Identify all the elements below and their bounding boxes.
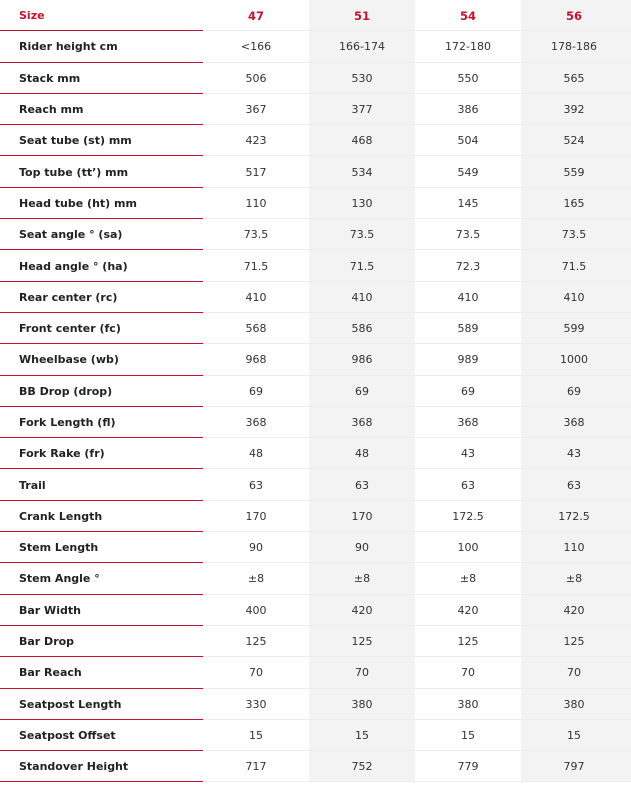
table-row: [0, 31, 631, 62]
table-cell: 63: [461, 478, 475, 492]
row-label: Fork Rake (fr): [0, 438, 203, 469]
table-cell: 178-186: [551, 40, 597, 54]
table-cell: 549: [457, 165, 479, 179]
table-header-row: [0, 0, 631, 31]
table-cell: 100: [457, 541, 479, 555]
table-cell: 589: [457, 322, 479, 336]
size-header-cell: 54: [459, 8, 476, 23]
table-row: [0, 720, 631, 751]
table-cell: ±8: [247, 572, 265, 586]
table-cell: 392: [563, 103, 585, 117]
row-label: Stem Length: [0, 532, 203, 563]
row-label: Seat angle ° (sa): [0, 219, 203, 250]
table-cell: 386: [457, 103, 479, 117]
table-row: [0, 532, 631, 563]
table-row: [0, 313, 631, 344]
table-cell: 568: [245, 322, 267, 336]
table-row: [0, 407, 631, 438]
table-cell: 15: [567, 728, 581, 742]
table-row: [0, 501, 631, 532]
table-row: [0, 250, 631, 281]
table-row: [0, 125, 631, 156]
table-row: [0, 219, 631, 250]
table-cell: 73.5: [561, 228, 587, 242]
table-cell: 70: [567, 666, 581, 680]
table-cell: 400: [245, 603, 267, 617]
row-label: Seatpost Length: [0, 689, 203, 720]
table-cell: 165: [563, 196, 585, 210]
row-label: Top tube (tt’) mm: [0, 156, 203, 187]
table-row: [0, 626, 631, 657]
table-cell: ±8: [353, 572, 371, 586]
table-cell: 410: [563, 290, 585, 304]
row-label: Head angle ° (ha): [0, 250, 203, 281]
table-row: [0, 63, 631, 94]
table-cell: 71.5: [349, 259, 375, 273]
table-cell: 330: [245, 697, 267, 711]
row-label: Crank Length: [0, 501, 203, 532]
table-cell: 410: [351, 290, 373, 304]
table-cell: 550: [457, 71, 479, 85]
table-cell: 368: [351, 416, 373, 429]
table-cell: 43: [461, 447, 475, 461]
table-cell: 717: [245, 760, 267, 774]
table-cell: 145: [457, 196, 479, 210]
table-cell: 69: [567, 384, 581, 398]
table-cell: 170: [351, 509, 373, 523]
table-cell: 420: [457, 603, 479, 617]
table-cell: 559: [563, 165, 585, 179]
table-cell: 48: [355, 447, 369, 461]
size-header-cell: 47: [247, 8, 264, 23]
row-label: Stack mm: [0, 63, 203, 94]
table-cell: 779: [457, 760, 479, 774]
table-cell: 15: [249, 728, 263, 742]
table-row: [0, 188, 631, 219]
table-row: [0, 751, 631, 782]
table-cell: 752: [351, 760, 373, 774]
table-cell: 172.5: [452, 509, 484, 523]
table-cell: 506: [245, 71, 267, 85]
table-cell: 534: [351, 165, 373, 179]
row-label: Standover Height: [0, 751, 203, 782]
table-cell: 73.5: [455, 228, 481, 242]
row-label: Rider height cm: [0, 31, 203, 62]
table-cell: 565: [563, 71, 585, 85]
table-row: [0, 94, 631, 125]
table-row: [0, 563, 631, 594]
table-cell: 420: [563, 603, 585, 617]
row-label: Wheelbase (wb): [0, 344, 203, 375]
table-cell: 48: [249, 447, 263, 461]
row-label: Seat tube (st) mm: [0, 125, 203, 156]
table-cell: 90: [249, 541, 263, 555]
table-cell: 110: [245, 196, 267, 210]
table-cell: 410: [245, 290, 267, 304]
table-row: [0, 595, 631, 626]
table-cell: 72.3: [455, 259, 481, 273]
table-cell: 504: [457, 134, 479, 148]
size-header-cell: 56: [565, 8, 582, 23]
table-cell: 70: [461, 666, 475, 680]
table-cell: ±8: [459, 572, 477, 586]
row-label: Trail: [0, 469, 203, 500]
table-row: [0, 469, 631, 500]
table-cell: 468: [351, 134, 373, 148]
table-cell: 517: [245, 165, 267, 179]
row-label: Fork Length (fl): [0, 407, 203, 438]
table-cell: 380: [457, 697, 479, 711]
row-label: Seatpost Offset: [0, 720, 203, 751]
table-cell: 125: [351, 635, 373, 649]
table-cell: 125: [245, 635, 267, 649]
table-cell: 1000: [560, 353, 588, 367]
table-cell: 368: [563, 416, 585, 429]
table-row: [0, 689, 631, 720]
table-cell: 380: [351, 697, 373, 711]
table-cell: <166: [240, 40, 272, 54]
table-cell: 15: [355, 728, 369, 742]
table-cell: 69: [249, 384, 263, 398]
table-cell: 367: [245, 103, 267, 117]
size-header-cell: 51: [353, 8, 370, 23]
table-cell: 130: [351, 196, 373, 210]
table-cell: 71.5: [243, 259, 269, 273]
table-body: [0, 31, 631, 782]
table-cell: 989: [457, 353, 479, 367]
table-cell: 73.5: [349, 228, 375, 242]
table-cell: 125: [457, 635, 479, 649]
row-label: Stem Angle °: [0, 563, 203, 594]
table-cell: 70: [355, 666, 369, 680]
table-cell: 368: [457, 416, 479, 429]
table-cell: 530: [351, 71, 373, 85]
table-cell: 423: [245, 134, 267, 148]
row-label: Bar Width: [0, 595, 203, 626]
table-cell: 71.5: [561, 259, 587, 273]
row-label: Head tube (ht) mm: [0, 188, 203, 219]
table-cell: 63: [567, 478, 581, 492]
table-cell: 125: [563, 635, 585, 649]
table-cell: 968: [245, 353, 267, 367]
table-cell: 172-180: [445, 40, 491, 54]
row-label: Reach mm: [0, 94, 203, 125]
table-row: [0, 282, 631, 313]
row-label: Bar Reach: [0, 657, 203, 688]
table-cell: 524: [563, 134, 585, 148]
table-cell: 69: [461, 384, 475, 398]
table-cell: 986: [351, 353, 373, 367]
table-cell: 380: [563, 697, 585, 711]
table-cell: 90: [355, 541, 369, 555]
table-row: [0, 344, 631, 375]
table-cell: 170: [245, 509, 267, 523]
row-label: BB Drop (drop): [0, 376, 203, 407]
table-cell: 420: [351, 603, 373, 617]
table-cell: 797: [563, 760, 585, 774]
table-cell: 73.5: [243, 228, 269, 242]
table-cell: 599: [563, 322, 585, 336]
table-cell: 172.5: [558, 509, 590, 523]
table-cell: 166-174: [339, 40, 385, 54]
table-cell: 70: [249, 666, 263, 680]
row-label: Rear center (rc): [0, 282, 203, 313]
table-cell: 410: [457, 290, 479, 304]
table-cell: 63: [355, 478, 369, 492]
table-cell: ±8: [565, 572, 583, 586]
table-cell: 110: [563, 541, 585, 555]
table-row: [0, 657, 631, 688]
table-row: [0, 376, 631, 407]
table-cell: 586: [351, 322, 373, 336]
table-cell: 377: [351, 103, 373, 117]
table-cell: 63: [249, 478, 263, 492]
table-cell: 15: [461, 728, 475, 742]
row-label: Front center (fc): [0, 313, 203, 344]
table-row: [0, 438, 631, 469]
table-cell: 368: [245, 416, 267, 429]
size-header-label: Size: [0, 0, 203, 31]
table-cell: 69: [355, 384, 369, 398]
table-cell: 43: [567, 447, 581, 461]
row-label: Bar Drop: [0, 626, 203, 657]
table-row: [0, 156, 631, 187]
